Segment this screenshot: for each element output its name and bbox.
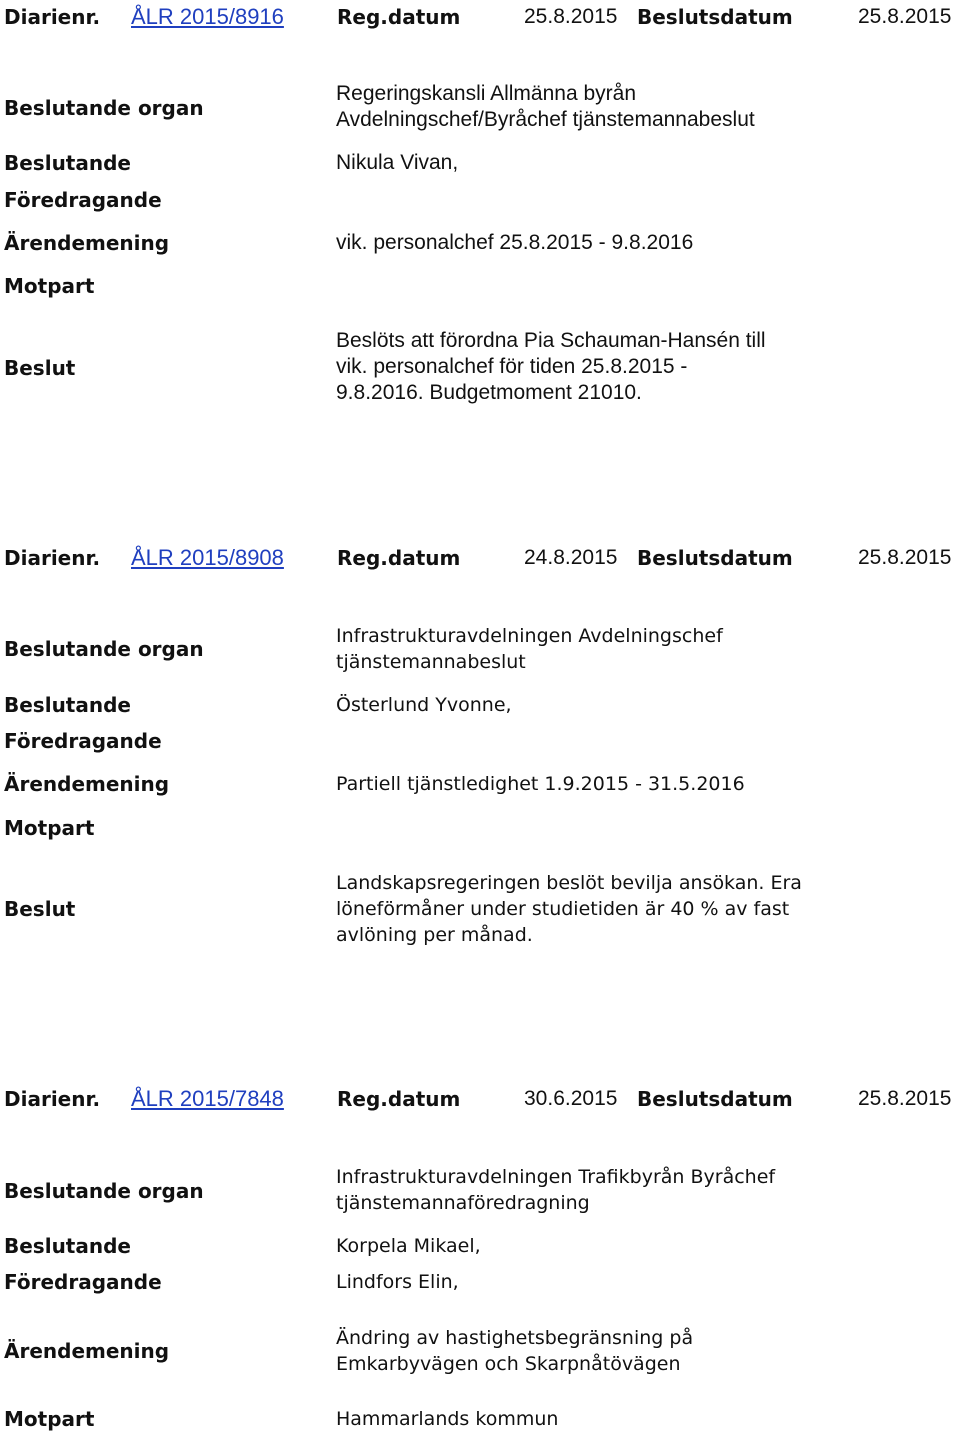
beslut-line3: avlöning per månad.: [336, 924, 533, 946]
regdatum-value: 30.6.2015: [524, 1087, 618, 1110]
beslutande-organ-label: Beslutande organ: [4, 1179, 204, 1203]
beslutande-organ-label: Beslutande organ: [4, 96, 204, 120]
beslutande-label: Beslutande: [4, 693, 131, 717]
foredragande-value: Lindfors Elin,: [336, 1271, 459, 1293]
beslutsdatum-value: 25.8.2015: [858, 546, 952, 569]
beslut-line3: 9.8.2016. Budgetmoment 21010.: [336, 381, 642, 404]
beslutande-organ-line1: Infrastrukturavdelningen Avdelningschef: [336, 625, 723, 647]
diarienr-label: Diarienr.: [4, 546, 101, 570]
regdatum-value: 24.8.2015: [524, 546, 618, 569]
diarienr-label: Diarienr.: [4, 5, 101, 29]
foredragande-label: Föredragande: [4, 1270, 162, 1294]
beslutande-value: Nikula Vivan,: [336, 151, 459, 174]
beslutsdatum-value: 25.8.2015: [858, 1087, 952, 1110]
beslutande-organ-line2: Avdelningschef/Byråchef tjänstemannabeslut: [336, 108, 755, 131]
beslut-label: Beslut: [4, 897, 76, 921]
regdatum-label: Reg.datum: [337, 546, 461, 570]
motpart-label: Motpart: [4, 816, 95, 840]
beslutande-organ-line2: tjänstemannabeslut: [336, 651, 526, 673]
regdatum-label: Reg.datum: [337, 1087, 461, 1111]
foredragande-label: Föredragande: [4, 188, 162, 212]
motpart-label: Motpart: [4, 274, 95, 298]
beslutsdatum-label: Beslutsdatum: [637, 5, 793, 29]
beslutande-label: Beslutande: [4, 1234, 131, 1258]
regdatum-value: 25.8.2015: [524, 5, 618, 28]
arendemening-line1: Ändring av hastighetsbegränsning på: [336, 1327, 694, 1349]
regdatum-label: Reg.datum: [337, 5, 461, 29]
arendemening-line2: Emkarbyvägen och Skarpnåtövägen: [336, 1353, 681, 1375]
arendemening-label: Ärendemening: [4, 772, 170, 796]
beslutande-organ-label: Beslutande organ: [4, 637, 204, 661]
beslutande-value: Österlund Yvonne,: [336, 694, 512, 716]
motpart-value: Hammarlands kommun: [336, 1408, 559, 1430]
arendemening-label: Ärendemening: [4, 231, 170, 255]
beslutande-organ-line1: Infrastrukturavdelningen Trafikbyrån Byråchef: [336, 1166, 776, 1188]
arendemening-value: Partiell tjänstledighet 1.9.2015 - 31.5.2016: [336, 773, 745, 795]
beslut-line2: löneförmåner under studietiden är 40 % av fast: [336, 898, 790, 920]
beslutande-label: Beslutande: [4, 151, 131, 175]
beslutande-organ-line2: tjänstemannaföredragning: [336, 1192, 590, 1214]
beslut-line2: vik. personalchef för tiden 25.8.2015 -: [336, 355, 688, 378]
diarienr-link[interactable]: ÅLR 2015/7848: [131, 1086, 284, 1111]
arendemening-label: Ärendemening: [4, 1339, 170, 1363]
beslutsdatum-label: Beslutsdatum: [637, 1087, 793, 1111]
diarienr-label: Diarienr.: [4, 1087, 101, 1111]
beslut-line1: Beslöts att förordna Pia Schauman-Hansén till: [336, 329, 766, 352]
diarienr-link[interactable]: ÅLR 2015/8916: [131, 4, 284, 29]
diarienr-link[interactable]: ÅLR 2015/8908: [131, 545, 284, 570]
foredragande-label: Föredragande: [4, 729, 162, 753]
beslut-line1: Landskapsregeringen beslöt bevilja ansökan. Era: [336, 872, 802, 894]
beslutsdatum-label: Beslutsdatum: [637, 546, 793, 570]
arendemening-value: vik. personalchef 25.8.2015 - 9.8.2016: [336, 231, 694, 254]
motpart-label: Motpart: [4, 1407, 95, 1431]
beslut-label: Beslut: [4, 356, 76, 380]
beslutande-organ-line1: Regeringskansli Allmänna byrån: [336, 82, 636, 105]
beslutsdatum-value: 25.8.2015: [858, 5, 952, 28]
beslutande-value: Korpela Mikael,: [336, 1235, 481, 1257]
